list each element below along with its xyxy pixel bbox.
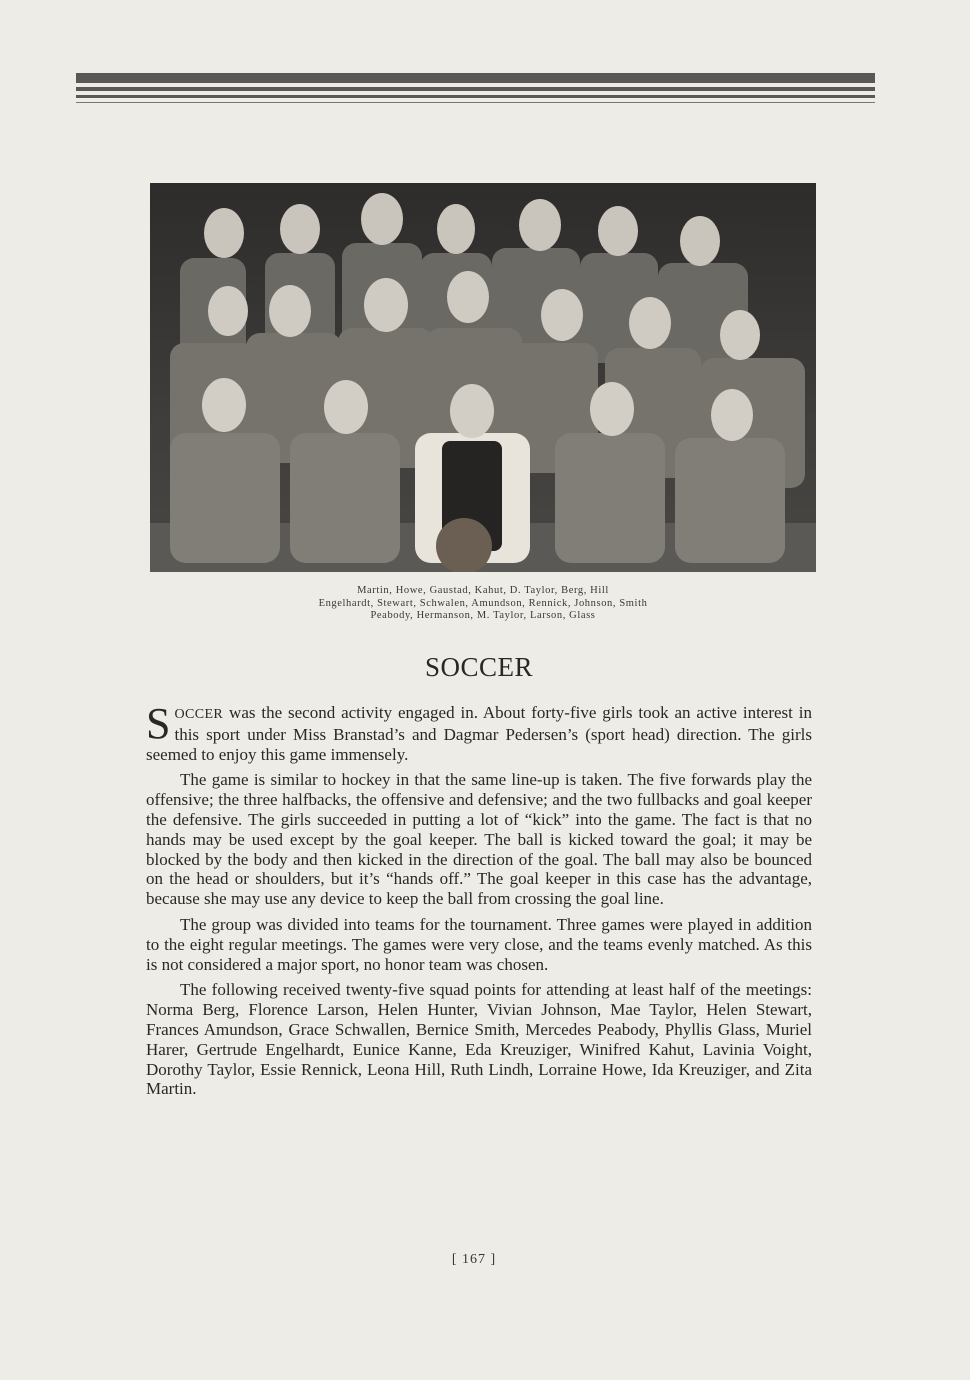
header-rule bbox=[76, 102, 875, 103]
caption-row-middle: Engelhardt, Stewart, Schwalen, Amundson, Rennick, Johnson, Smith bbox=[318, 597, 648, 609]
article-body bbox=[146, 699, 812, 1105]
drop-cap: S bbox=[146, 699, 171, 748]
paragraph-intro-text: was the second activity engaged in. About forty-five girls took an active interest in this sport under Miss Branstad’s and Dagmar Pedersen’s (sport head) direction. The girls seemed to enjoy this game immensely. bbox=[146, 703, 812, 764]
paragraph-tournament: The group was divided into teams for the tournament. Three games were played in addition to the eight regular meetings. The games were very close, and the teams evenly matched. As this is not considered a major sport, no honor team was chosen. bbox=[146, 914, 812, 974]
header-rule bbox=[76, 73, 875, 83]
team-photo-illustration bbox=[150, 183, 816, 572]
page-number: [ 167 ] bbox=[451, 1252, 497, 1267]
decorative-header-rules bbox=[76, 73, 875, 107]
paragraph-squad-points: The following received twenty-five squad points for attending at least half of the meetings: Norma Berg, Florence Larson, Helen Hunter, Vivian Johnson, Mae Taylor, Helen Stewart, Frances Amundson, Grace Schwallen, Bernice Smith, Mercedes Peabody, Phyllis Glass, Muriel Harer, Gertrude Engelhardt, Eunice Kanne, Eda Kreuziger, Winifred Kahut, Lavinia Voight, Dorothy Taylor, Essie Rennick, Leona Hill, Ruth Lindh, Lorraine Howe, Ida Kreuziger, and Zita Martin. bbox=[146, 980, 812, 1099]
small-caps-lead: OCCER bbox=[174, 707, 224, 722]
header-rule bbox=[76, 87, 875, 91]
caption-row-front: Peabody, Hermanson, M. Taylor, Larson, Glass bbox=[370, 610, 596, 621]
caption-row-back: Martin, Howe, Gaustad, Kahut, D. Taylor, Berg, Hill bbox=[357, 585, 609, 596]
page-title: SOCCER bbox=[424, 652, 534, 682]
team-photo bbox=[150, 183, 816, 572]
header-rule bbox=[76, 95, 875, 98]
paragraph-intro bbox=[146, 699, 812, 764]
paragraph-rules: The game is similar to hockey in that the same line-up is taken. The five forwards play the offensive; the three halfbacks, the offensive and defensive; and the two fullbacks and goal keeper the defensive. The girls succeeded in putting a lot of “kick” into the game. The fact is that no hands may be used except by the goal keeper. The ball is kicked toward the goal; it may be blocked by the body and then kicked in the direction of the goal. The ball may also be bounced on the head or shoulders, but it’s “hands off.” The goal keeper in this case has the advantage, because she may use any device to keep the ball from crossing the goal line. bbox=[146, 770, 812, 909]
photo-caption bbox=[150, 585, 816, 623]
